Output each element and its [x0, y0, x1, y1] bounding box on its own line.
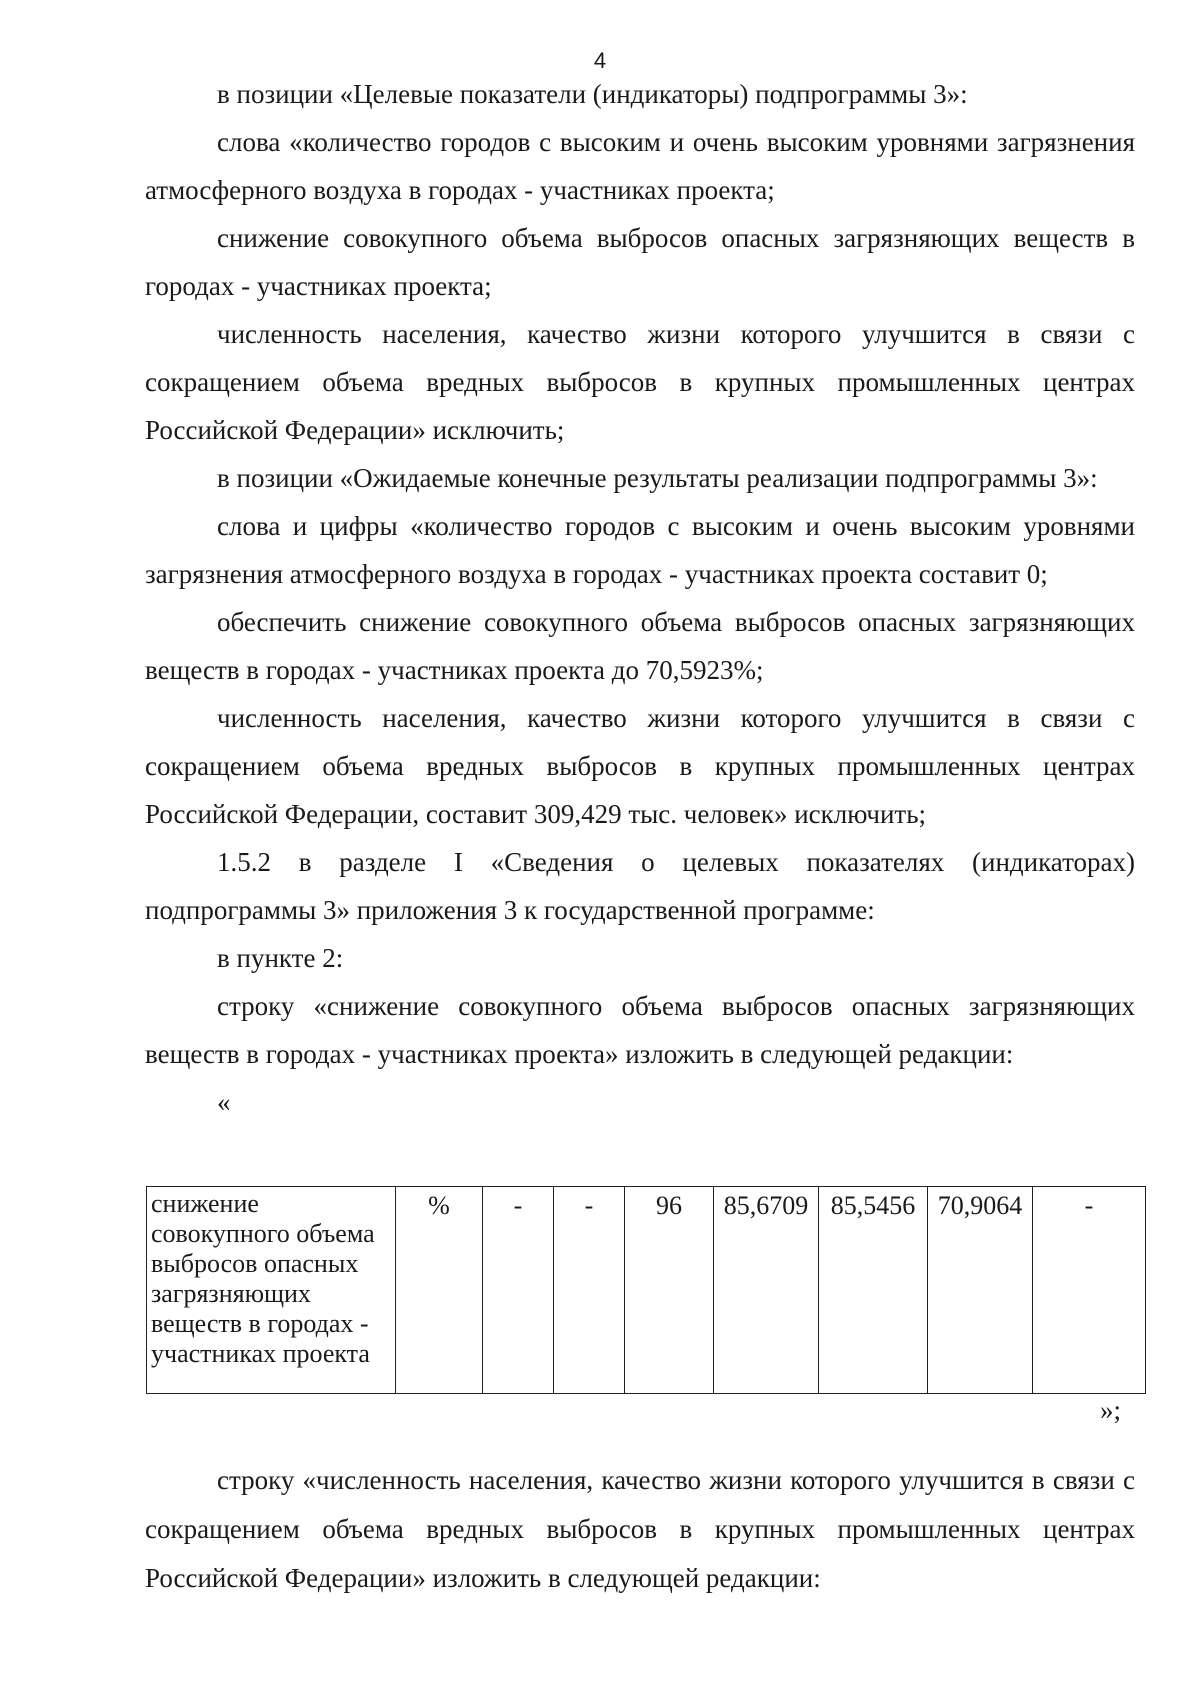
paragraph: численность населения, качество жизни которого улучшится в связи с сокращением объема вредных выбросов в крупных промышленных центрах Российской Федерации» исключить;: [145, 319, 1135, 445]
unit-cell: %: [396, 1187, 483, 1394]
table-cell: 70,9064: [928, 1187, 1033, 1394]
paragraph: численность населения, качество жизни которого улучшится в связи с сокращением объема вредных выбросов в крупных промышленных центрах Российской Федерации, составит 309,429 тыс. человек» исключить;: [145, 703, 1135, 829]
paragraph: в позиции «Ожидаемые конечные результаты реализации подпрограммы 3»:: [217, 463, 1098, 493]
paragraph: в пункте 2:: [217, 943, 344, 973]
paragraph: в позиции «Целевые показатели (индикаторы) подпрограммы 3»:: [217, 79, 968, 109]
table-cell: 85,6709: [714, 1187, 819, 1394]
opening-quote-mark: «: [217, 1087, 231, 1117]
indicator-table: [146, 1186, 1146, 1394]
paragraph: слова и цифры «количество городов с высоким и очень высоким уровнями загрязнения атмосферного воздуха в городах - участниках проекта составит 0;: [145, 511, 1135, 589]
closing-quote-mark: »;: [1100, 1395, 1122, 1425]
paragraph: 1.5.2 в разделе I «Сведения о целевых показателях (индикаторах) подпрограммы 3» приложения 3 к государственной программе:: [145, 847, 1135, 925]
paragraph: обеспечить снижение совокупного объема выбросов опасных загрязняющих веществ в городах - участниках проекта до 70,5923%;: [145, 607, 1135, 685]
table-cell: -: [1033, 1187, 1146, 1394]
table-cell: 85,5456: [819, 1187, 928, 1394]
indicator-name-cell: снижение совокупного объема выбросов опасных загрязняющих веществ в городах - участниках проекта: [147, 1187, 396, 1394]
paragraph: снижение совокупного объема выбросов опасных загрязняющих веществ в городах - участниках проекта;: [145, 223, 1135, 301]
page-number: 4: [593, 48, 607, 73]
paragraph: строку «снижение совокупного объема выбросов опасных загрязняющих веществ в городах - участниках проекта» изложить в следующей редакции:: [145, 991, 1135, 1069]
paragraph: строку «численность населения, качество жизни которого улучшится в связи с сокращением объема вредных выбросов в крупных промышленных центрах Российской Федерации» изложить в следующей редакции:: [145, 1465, 1135, 1593]
table-cell: -: [483, 1187, 554, 1394]
table-cell: 96: [625, 1187, 714, 1394]
table-cell: -: [554, 1187, 625, 1394]
document-body: [145, 70, 1135, 1126]
paragraph: слова «количество городов с высоким и очень высоким уровнями загрязнения атмосферного воздуха в городах - участниках проекта;: [145, 127, 1135, 205]
table-row: [147, 1187, 1146, 1394]
document-body-continued: [145, 1456, 1135, 1603]
